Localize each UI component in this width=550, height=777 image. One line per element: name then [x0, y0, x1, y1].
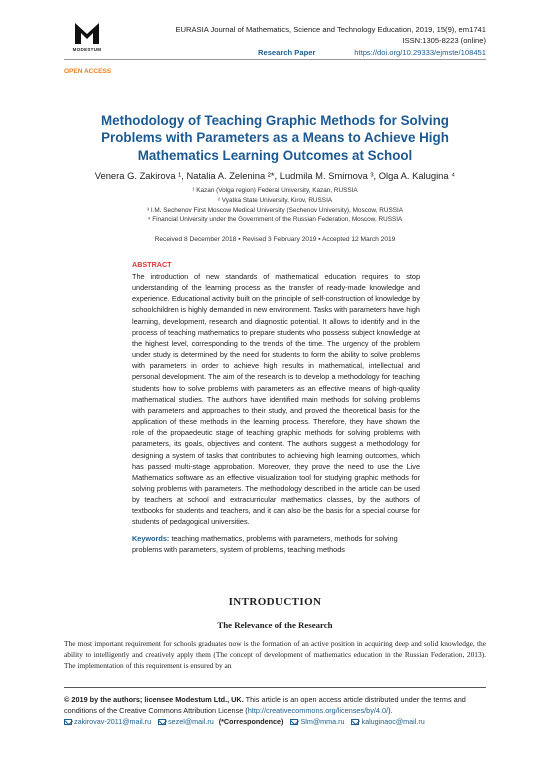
author-emails [64, 716, 486, 727]
doi-link[interactable]: https://doi.org/10.29333/ejmste/108451 [354, 48, 486, 57]
paper-type: Research Paper [258, 48, 316, 57]
copyright-text: This article is an open access article distributed under the terms and conditions of the Creative Commons Attribution License ( [64, 695, 466, 715]
affiliation: ⁴ Financial University under the Government of the Russian Federation, Moscow, RUSSIA [147, 216, 403, 224]
issn: ISSN:1305-8223 (online) [402, 36, 486, 45]
logo-text: MODESTUM [72, 47, 102, 52]
section-heading: INTRODUCTION [228, 596, 322, 608]
publisher-logo[interactable] [64, 20, 110, 68]
subsection-heading: The Relevance of the Research [217, 620, 333, 630]
email-link[interactable]: Slm@mma.ru [300, 717, 345, 726]
body-paragraph: The most important requirement for schools graduates now is the formation of an active position in acquiring deep and solid knowledge, the ability to intelligently and creatively apply them (The concept of development of mathematics education in the Russian Federation, 2013). The implementation of this requirement is ensured by an [64, 639, 486, 671]
keywords-text: teaching mathematics, problems with parameters, methods for solving problems with parameters, system of problems, teaching methods [132, 533, 398, 554]
email-link[interactable]: sezel@mail.ru [168, 717, 214, 726]
correspondence-label: (*Correspondence) [218, 717, 284, 726]
open-access-label: OPEN ACCESS [64, 68, 112, 75]
keywords-label: Keywords: [132, 533, 170, 543]
affiliation: ¹ Kazan (Volga region) Federal University, Kazan, RUSSIA [192, 187, 358, 194]
keywords [132, 533, 420, 555]
copyright-bold: © 2019 by the authors; licensee Modestum Ltd., UK. [64, 695, 244, 704]
submission-dates: Received 8 December 2018 ▪ Revised 3 February 2019 ▪ Accepted 12 March 2019 [154, 236, 396, 243]
author-list: Venera G. Zakirova ¹, Natalia A. Zelenina ²*, Ludmila M. Smirnova ³, Olga A. Kalugina ⁴ [94, 170, 456, 181]
envelope-icon [290, 719, 298, 725]
email-link[interactable]: kaluginaoc@mail.ru [361, 717, 425, 726]
header-divider [64, 59, 486, 60]
copyright-notice [64, 694, 486, 716]
email-link[interactable]: zakirovav-2011@mail.ru [74, 717, 152, 726]
envelope-icon [351, 719, 359, 725]
affiliation: ³ I.M. Sechenov First Moscow Medical University (Sechenov University), Moscow, RUSSIA [146, 206, 404, 214]
envelope-icon [158, 719, 166, 725]
abstract-text: The introduction of new standards of mathematical education requires to stop understanding of the learning process as the transfer of ready-made knowledge and experience. Educational activity built on the principle of self-construction of knowledge by schoolchildren is highly demanded in new environment. Tasks with parameters have high learning, development, research and diagnostic potential. It allows to identify and in the process of teaching mathematics to prepare students who possess subject knowledge at the highest level, corresponding to the trends of the time. The urgency of the problem under study is determined by the need for students to form the ability to solve problems with parameters in order to achieve high results in mathematical, intellectual and personal development. The aim of the research is to develop a methodology for teaching students how to solve problems with parameters as an effective means of high-quality mathematical studies. The authors have identified main methods for solving problems with parameters and approaches to their study, and proved the theoretical basis for the application of these methods in the learning process. Therefore, they have shown the role of the propaedeutic stage of teaching graphic methods for solving problems with parameters, its goals, objectives and content. The authors suggest a methodology for designing a system of tasks that contributes to achieving high learning outcomes, which has passed multi-stage approbation. Moreover, they prove the need to use the Live Mathematics software as an effective visualization tool for studying graphic methods for solving problems with parameters. The methodology described in the article can be used by teachers at school and extracurricular mathematics classes, by the authors of textbooks for students and teachers, and it can also be the basis for a special course for students of pedagogical universities. [132, 272, 420, 527]
affiliations [60, 186, 490, 225]
abstract [132, 260, 420, 555]
license-footer [64, 687, 486, 727]
modestum-logo-icon [73, 20, 101, 46]
abstract-heading: ABSTRACT [132, 260, 172, 269]
affiliation: ² Vyatka State University, Kirov, RUSSIA [217, 196, 333, 204]
copyright-end: ). [388, 706, 393, 715]
license-link[interactable]: http://creativecommons.org/licenses/by/4.0/ [247, 706, 389, 715]
envelope-icon [64, 719, 72, 725]
journal-citation: EURASIA Journal of Mathematics, Science and Technology Education, 2019, 15(9), em1741 [175, 25, 486, 34]
paper-title: Methodology of Teaching Graphic Methods for Solving Problems with Parameters as a Means to Achieve High Mathematics Learning Outcomes at School [101, 113, 449, 163]
